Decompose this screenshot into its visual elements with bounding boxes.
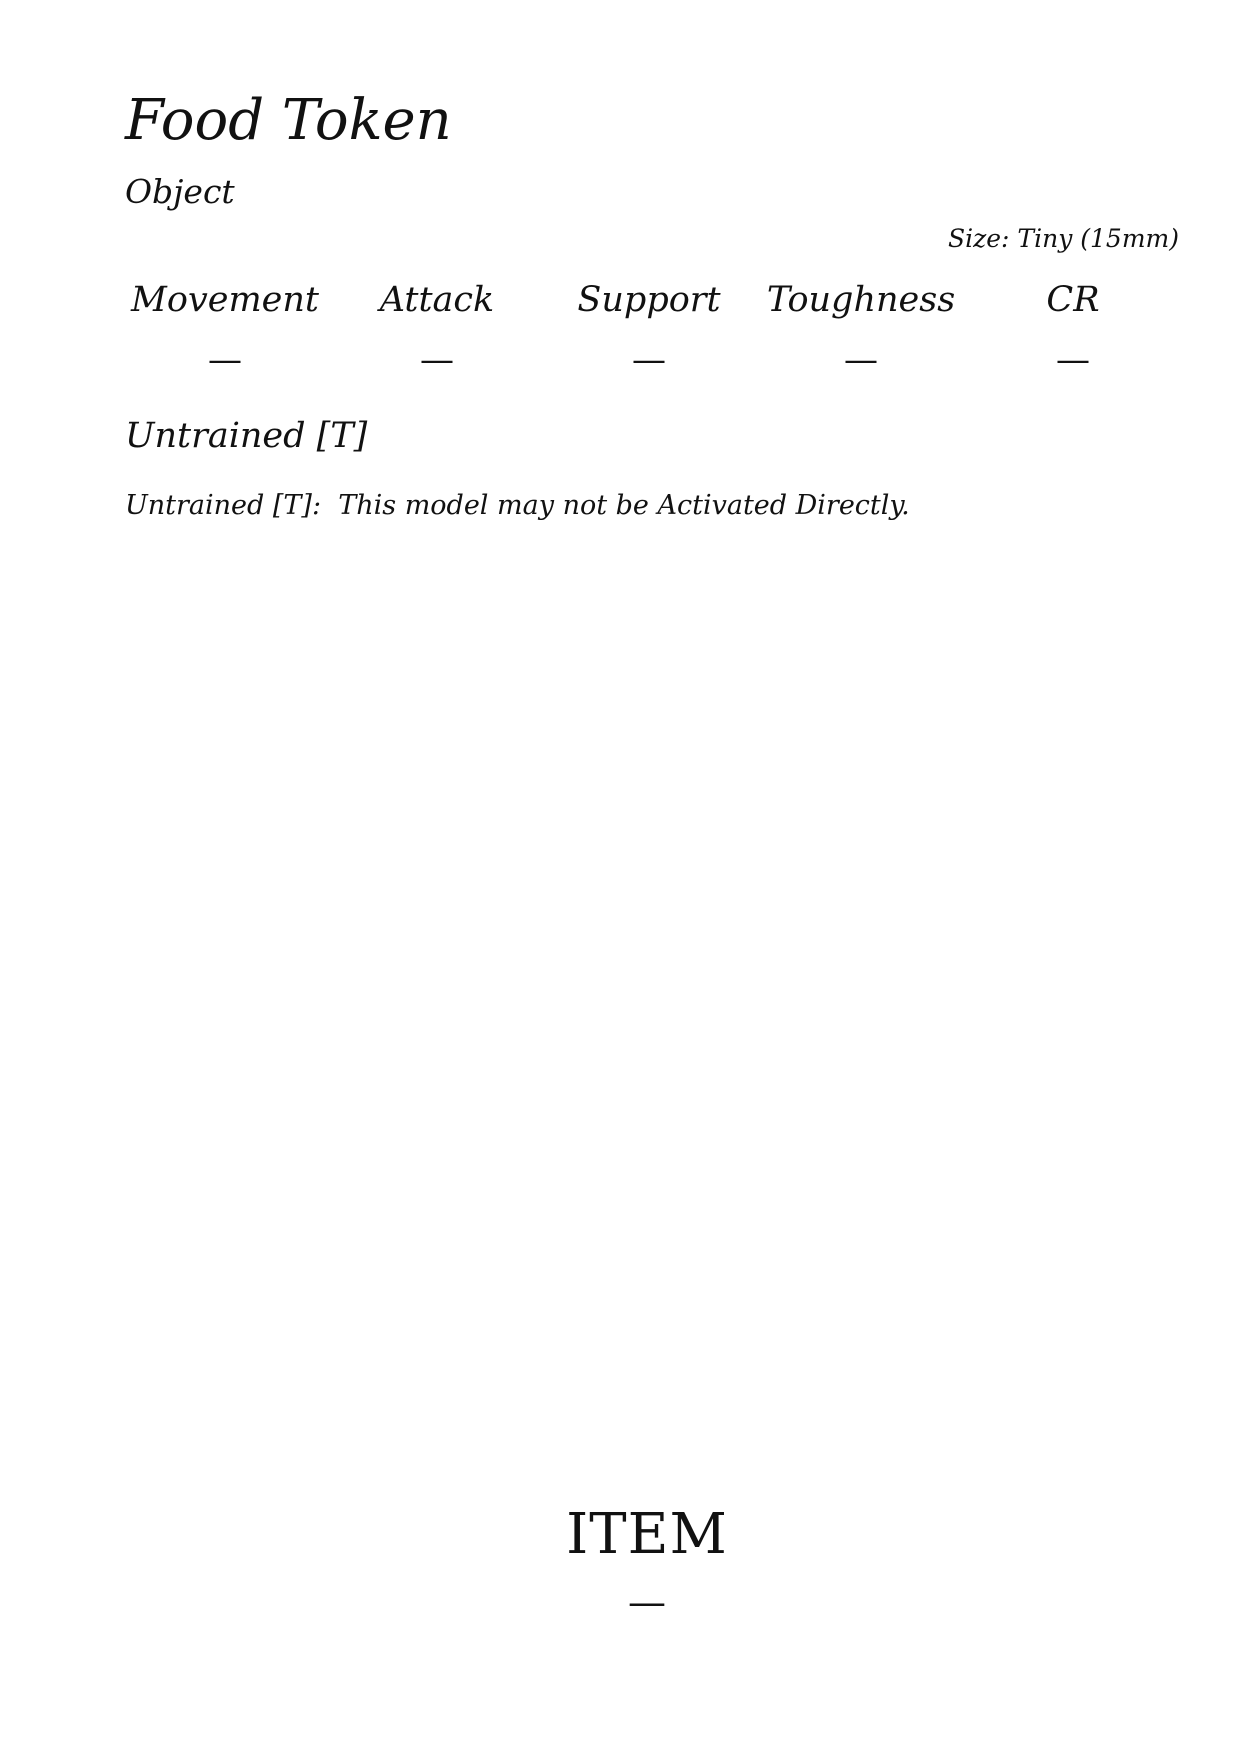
stat-label: Attack [379, 280, 495, 320]
page-subtitle: Object [125, 172, 235, 211]
stat-cr [973, 278, 1173, 390]
traits-heading: Untrained [T] [125, 416, 368, 456]
page-title: Food Token [125, 88, 452, 153]
stat-label: Toughness [766, 280, 956, 320]
size-note: Size: Tiny (15mm) [947, 224, 1179, 253]
trait-name: Untrained [T]: [125, 490, 322, 521]
stat-label: Support [577, 280, 721, 320]
footer-label: ITEM [566, 1502, 728, 1567]
stat-support [549, 278, 749, 390]
footer-value: — [628, 1580, 666, 1624]
trait-description: This model may not be Activated Directly. [338, 490, 910, 521]
trait-entry [125, 490, 910, 521]
stat-value: — [1056, 340, 1090, 380]
stat-movement [125, 278, 325, 390]
stat-value: — [632, 340, 666, 380]
stat-attack [337, 278, 537, 390]
stat-toughness [761, 278, 961, 390]
stat-label: CR [1046, 280, 1100, 320]
stat-value: — [208, 340, 242, 380]
stat-value: — [420, 340, 454, 380]
stat-label: Movement [131, 280, 319, 320]
stat-value: — [844, 340, 878, 380]
stats-row [125, 278, 1173, 390]
